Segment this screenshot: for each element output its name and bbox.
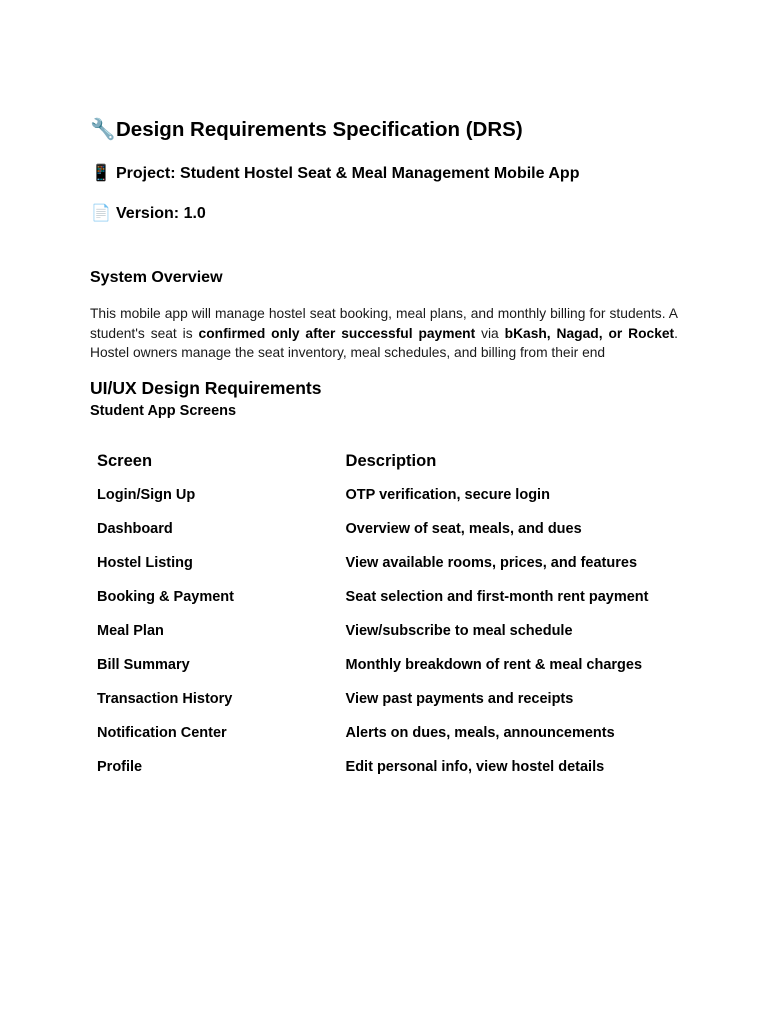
system-overview-paragraph [90,304,678,363]
system-overview-heading: System Overview [90,269,223,286]
description-cell: Overview of seat, meals, and dues [345,521,582,537]
table-row [90,546,680,580]
student-app-screens-subheading: Student App Screens [90,403,237,419]
version-text: Version: 1.0 [116,205,206,222]
description-cell: OTP verification, secure login [345,487,550,503]
screens-table [90,446,680,784]
screen-cell: Bill Summary [97,657,190,673]
document-title-text: Design Requirements Specification (DRS) [116,118,523,141]
table-row [90,512,680,546]
paragraph-bold-payment: confirmed only after successful payment [198,325,476,341]
description-cell: View past payments and receipts [345,691,574,707]
header-description: Description [345,451,437,470]
description-cell: View/subscribe to meal schedule [345,623,573,639]
table-row [90,750,680,784]
description-cell: Edit personal info, view hostel details [345,759,605,775]
paragraph-text-1: This mobile app will manage hostel seat booking, meal plans, and monthly billing for students. A student's seat is [90,306,678,341]
screen-cell: Meal Plan [97,623,164,639]
page-document-icon: 📄 [91,203,111,222]
paragraph-bold-providers: bKash, Nagad, or Rocket [504,325,675,341]
document-title [90,116,523,143]
uiux-heading: UI/UX Design Requirements [90,378,322,398]
header-screen: Screen [97,451,153,470]
table-header-row [90,446,680,478]
screen-cell: Transaction History [97,691,233,707]
description-cell: Seat selection and first-month rent payment [345,589,649,605]
screen-cell: Notification Center [97,725,227,741]
version-line [90,202,206,225]
table-row [90,614,680,648]
description-cell: Monthly breakdown of rent & meal charges [345,657,643,673]
paragraph-text-3: . Hostel owners manage the seat inventory, meal schedules, and billing from their end [90,325,678,360]
table-row [90,478,680,512]
description-cell: View available rooms, prices, and features [345,555,638,571]
wrench-icon: 🔧 [90,117,116,141]
screen-cell: Login/Sign Up [97,487,196,503]
screen-cell: Profile [97,759,143,775]
screen-cell: Dashboard [97,521,173,537]
table-row [90,682,680,716]
table-row [90,648,680,682]
paragraph-text-2: via [475,325,505,341]
table-row [90,716,680,750]
description-cell: Alerts on dues, meals, announcements [345,725,615,741]
table-row [90,580,680,614]
project-text: Project: Student Hostel Seat & Meal Management Mobile App [116,165,580,182]
screen-cell: Booking & Payment [97,589,234,605]
project-line [90,162,579,185]
screen-cell: Hostel Listing [97,555,193,571]
mobile-phone-icon: 📱 [91,163,111,182]
